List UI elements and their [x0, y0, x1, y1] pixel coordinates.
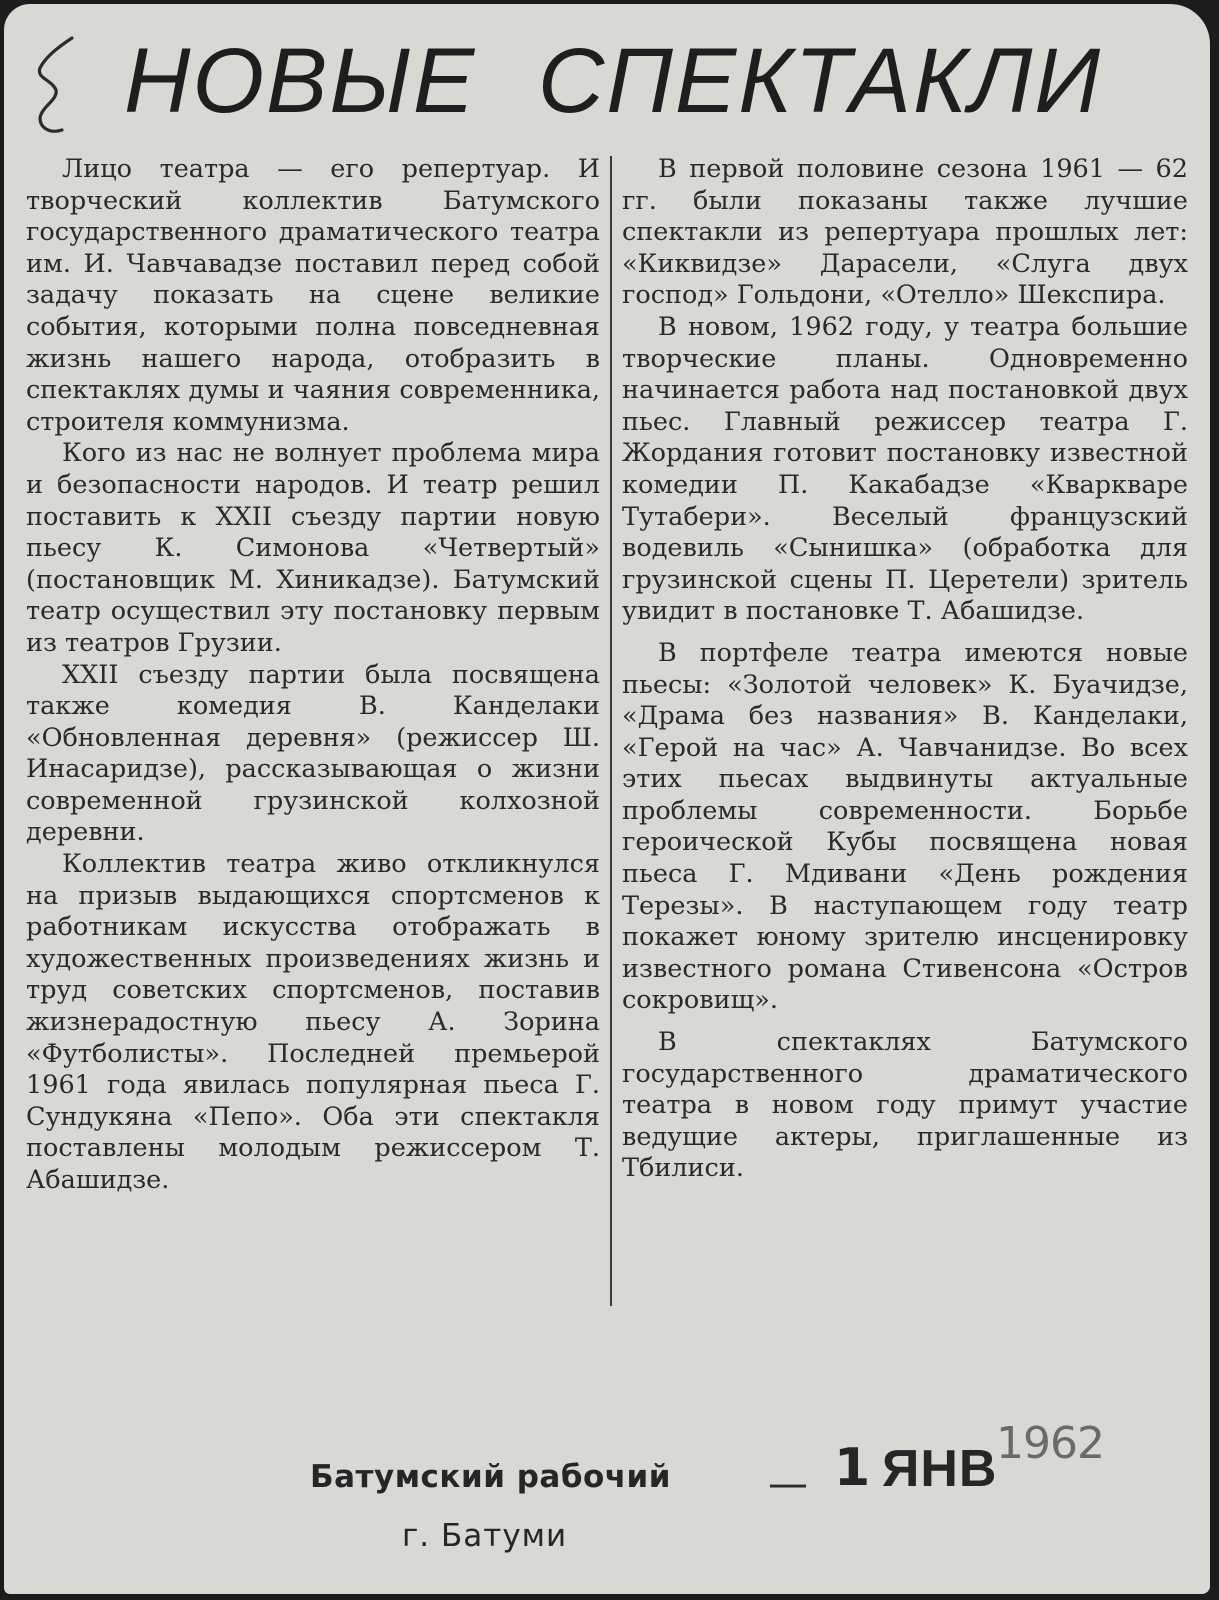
paragraph: В портфеле театра имеются новые пьесы: «Золотой человек» К. Буачидзе, «Драма без названия» В. Канделаки, «Герой на час» А. Чавчанидзе. Во всех этих пьесах выдвинуты актуальные проблемы современности. Борьбе героической Кубы посвящена новая пьеса Г. Мдивани «День рождения Терезы». В наступающем году театр покажет юному зрителю инсценировку известного романа Стивенсона «Остров сокровищ».: [622, 637, 1188, 1016]
article-right-column: [622, 154, 1188, 1185]
date-dash: —: [768, 1461, 808, 1507]
paragraph: XXII съезду партии была посвящена также комедия В. Канделаки «Обновленная деревня» (режиссер Ш. Инасаридзе), рассказывающая о жизни современной грузинской колхозной деревни.: [26, 659, 600, 848]
newspaper-clipping: [4, 4, 1210, 1594]
date-stamp-month: ЯНВ: [882, 1440, 998, 1498]
paragraph: Кого из нас не волнует проблема мира и безопасности народов. И театр решил поставить к XXII съезду партии новую пьесу К. Симонова «Четвертый» (постановщик М. Хиникадзе). Батумский театр осуществил эту постановку первым из театров Грузии.: [26, 438, 600, 658]
paragraph: В спектаклях Батумского государственного драматического театра в новом году примут участие ведущие актеры, приглашенные из Тбилиси.: [622, 1027, 1188, 1184]
date-stamp-year: 1962: [996, 1418, 1104, 1469]
newspaper-source-stamp: Батумский рабочий: [310, 1459, 671, 1495]
date-stamp-day: 1: [834, 1438, 871, 1498]
paragraph: Лицо театра — его репертуар. И творческий коллектив Батумского государственного драматического театра им. И. Чавчавадзе поставил перед собой задачу показать на сцене великие события, которыми полна повседневная жизнь нашего народа, отобразить в спектаклях думы и чаяния современника, строителя коммунизма.: [26, 154, 600, 437]
article-left-column: [26, 154, 600, 1197]
paragraph: Коллектив театра живо откликнулся на призыв выдающихся спортсменов к работникам искусства отображать в художественных произведениях жизнь и труд советских спортсменов, поставив жизнерадостную пьесу А. Зорина «Футболисты». Последней премьерой 1961 года явилась популярная пьеса Г. Сундукяна «Пепо». Оба эти спектакля поставлены молодым режиссером Т. Абашидзе.: [26, 849, 600, 1195]
paragraph: В новом, 1962 году, у театра большие творческие планы. Одновременно начинается работа над постановкой двух пьес. Главный режиссер театра Г. Жордания готовит постановку известной комедии П. Какабадзе «Кваркваре Тутабери». Веселый французский водевиль «Сынишка» (обработка для грузинской сцены П. Церетели) зритель увидит в постановке Т. Абашидзе.: [622, 311, 1188, 627]
city-stamp: г. Батуми: [402, 1518, 568, 1554]
paragraph: В первой половине сезона 1961 — 62 гг. были показаны также лучшие спектакли из репертуара прошлых лет: «Киквидзе» Дарасели, «Слуга двух господ» Гольдони, «Отелло» Шекспира.: [622, 154, 1188, 311]
column-divider: [610, 156, 612, 1306]
handwritten-mark: [32, 34, 76, 139]
headline: НОВЫЕ СПЕКТАКЛИ: [124, 30, 1103, 132]
